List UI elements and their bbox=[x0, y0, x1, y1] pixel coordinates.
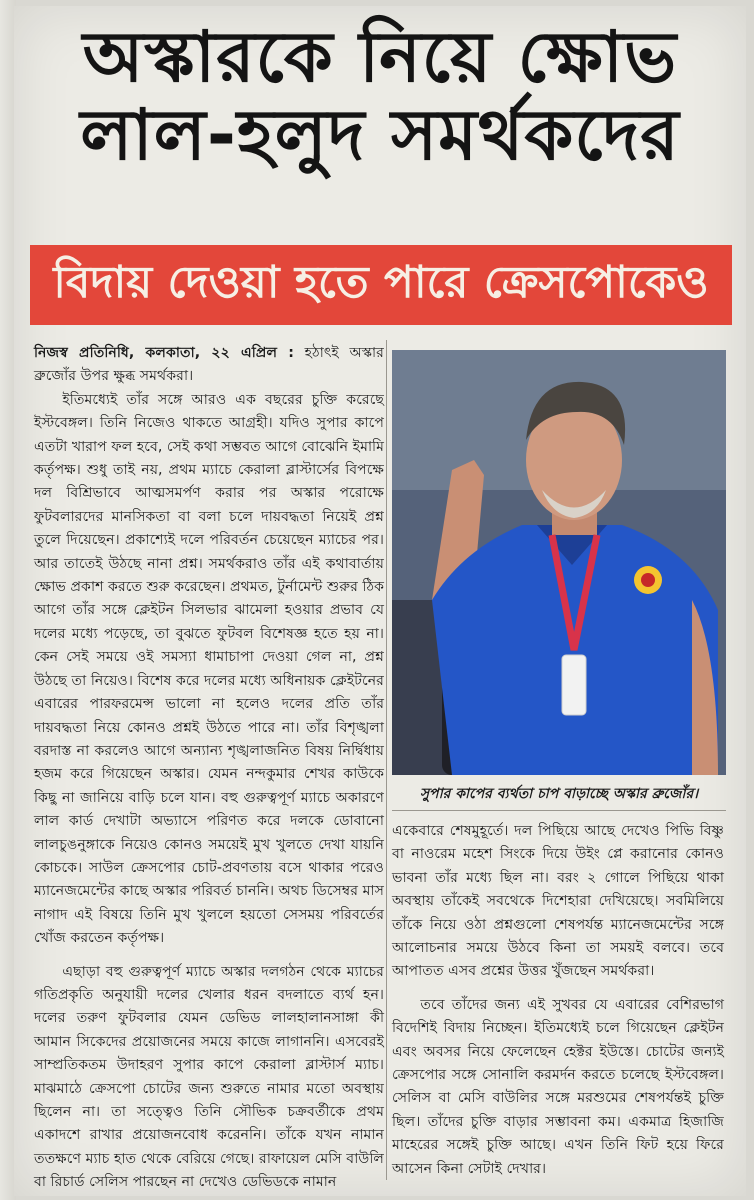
coach-photo bbox=[392, 350, 726, 775]
article-column-left bbox=[34, 342, 384, 1191]
article-paragraph: তবে তাঁদের জন্য এই সুখবর যে এবারের বেশিরভাগ বিদেশিই বিদায় নিচ্ছেন। ইতিমধ্যেই চলে গিয়েছেন ক্লেইটন এবং অবসর নিয়ে ফেলেছেন হেক্টর ইউস্তে। চোটের জন্যই ক্রেসপোর সঙ্গে সোনালি করমর্দন করতে চলেছে ইস্টবেঙ্গল। সেলিস বা মেসি বাউলির সঙ্গে মরশুমের শেষপর্যন্তই চুক্তি ছিল। তাঁদের চুক্তি বাড়ার সম্ভাবনা কম। একমাত্র হিজাজি মাহেরের সঙ্গেই চুক্তি আছে। এখন তিনি ফিট হয়ে ফিরে আসেন কিনা সেটাই দেখার। bbox=[392, 996, 724, 1177]
article-paragraph: এছাড়া বহু গুরুত্বপূর্ণ ম্যাচে অস্কার দলগঠন থেকে ম্যাচের গতিপ্রকৃতি অনুযায়ী দলের খেলার ধরন বদলাতে ব্যর্থ হন। দলের তরুণ ফুটবলার যেমন ডেভিড লালহালানসাঙ্গা কী আমান সিকেদের প্রয়োজনের সময়ে কাজে লাগাননি। এসবেরই সাম্প্রতিকতম উদাহরণ সুপার কাপে কেরালা ব্লাস্টার্স ম্যাচ। মাঝমাঠে ক্রেসপো চোটের জন্য শুরুতে নামার মতো অবস্থায় ছিলেন না। তা সত্ত্বেও তিনি সৌভিক চক্রবর্তীকে প্রথম একাদশে রাখার প্রয়োজনবোধ করেননি। তাঁকে যখন নামান ততক্ষণে ম্যাচ হাত থেকে বেরিয়ে গেছে। রাফায়েল মেসি বাউলি বা রিচার্ড সেলিস পারছেন না দেখেও ডেভিডকে নামান bbox=[34, 963, 384, 1191]
lead-text: হঠাৎই অস্কার ব্রুজোঁর উপর ক্ষুব্ধ সমর্থকরা। bbox=[34, 345, 384, 385]
subheadline: বিদায় দেওয়া হতে পারে ক্রেসপোকেও bbox=[53, 256, 709, 308]
article-paragraph: ইতিমধ্যেই তাঁর সঙ্গে আরও এক বছরের চুক্তি করেছে ইস্টবেঙ্গল। তিনি নিজেও থাকতে আগ্রহী। যদিও সুপার কাপে এতটা খারাপ ফল হবে, সেই কথা সম্ভবত আগে বোঝেনি ইমামি কর্তৃপক্ষ। শুধু তাই নয়, প্রথম ম্যাচে কেরালা ব্লাস্টার্সের বিপক্ষে দল বিশ্রিভাবে আত্মসমর্পণ করার পর অস্কার পরোক্ষে ফুটবলারদের মানসিকতা বা বলা চলে দায়বদ্ধতা নিয়েই প্রশ্ন তুলে দিয়েছেন। প্রকাশ্যেই দলে পরিবর্তন চেয়েছেন ম্যাচের পর। আর তাতেই উঠছে নানা প্রশ্ন। সমর্থকরাও তাঁর এই কথাবার্তায় ক্ষোভ প্রকাশ করতে শুরু করেছেন। প্রথমত, টুর্নামেন্ট শুরুর ঠিক আগে তাঁর সঙ্গে ক্লেইটন সিলভার ঝামেলা হওয়ার প্রভাব যে দলের মধ্যে পড়েছে, তা বুঝতে ফুটবল বিশেষজ্ঞ হতে হয় না। কেন সেই সময়ে ওই সমস্যা ধামাচাপা দেওয়া গেল না, প্রশ্ন উঠছে তা নিয়েও। বিশেষ করে দলের মধ্যে অধিনায়ক ক্লেইটনের এবারের পারফরমেন্স ভালো না হলেও দলের প্রতি তাঁর দায়বদ্ধতা নিয়ে কোনও প্রশ্নই উঠতে পারে না। তাঁর বিশৃঙ্খলা বরদাস্ত না করলেও আগে অন্যান্য শৃঙ্খলাজনিত বিষয় নির্দ্বিধায় হজম করে গিয়েছেন অস্কার। যেমন নন্দকুমার শেখর কাউকে কিছু না জানিয়ে বাড়ি চলে যান। বহু গুরুত্বপূর্ণ ম্যাচে অকারণে লাল কার্ড দেখাটা অভ্যাসে পরিণত করে দলকে ডোবানো লালচুঙনুঙ্গাকে নিয়েও কোনও সময়েই মুখ খুলতে দেখা যায়নি কোচকে। সাউল ক্রেসপোর চোট-প্রবণতায় বসে থাকার পরেও ম্যানেজমেন্টের কাছে অস্কার পরিবর্ত চাননি। অথচ ডিসেম্বর মাস নাগাদ এই বিষয়ে তিনি মুখ খুললে হয়তো সেসময় পরিবর্তের খোঁজ করতেন কর্তৃপক্ষ। bbox=[34, 391, 384, 947]
headline bbox=[20, 18, 740, 175]
dateline: নিজস্ব প্রতিনিধি, কলকাতা, ২২ এপ্রিল : bbox=[34, 345, 294, 361]
subheadline-banner bbox=[30, 245, 732, 325]
photo-caption: সুপার কাপের ব্যর্থতা চাপ বাড়াচ্ছে অস্কার ব্রুজোঁর। bbox=[419, 786, 699, 802]
article-paragraph: একেবারে শেষমুহূর্তে। দল পিছিয়ে আছে দেখেও পিভি বিষ্ণু বা নাওরেম মহেশ সিংকে দিয়ে উইং প্লে করানোর কোনও ভাবনা তাঁর মধ্যে ছিল না। বরং ২ গোলে পিছিয়ে থাকা অবস্থায় তাঁকেই সবথেকে দিশেহারা দেখিয়েছে। সবমিলিয়ে তাঁকে নিয়ে ওঠা প্রশ্নগুলো শেষপর্যন্ত ম্যানেজমেন্টের সঙ্গে আলোচনার সময়ে উঠবে কিনা তা সময়ই বলবে। তবে আপাতত এসব প্রশ্নের উত্তর খুঁজছেন সমর্থকরা। bbox=[392, 823, 724, 980]
column-divider bbox=[386, 340, 387, 1180]
article-column-right bbox=[392, 820, 724, 1180]
headline-line-1: অস্কারকে নিয়ে ক্ষোভ bbox=[82, 16, 678, 98]
headline-line-2: লাল-হলুদ সমর্থকদের bbox=[80, 94, 680, 177]
coach-photo-illustration bbox=[392, 350, 726, 775]
caption-divider bbox=[392, 810, 726, 811]
article-lead bbox=[34, 342, 384, 389]
